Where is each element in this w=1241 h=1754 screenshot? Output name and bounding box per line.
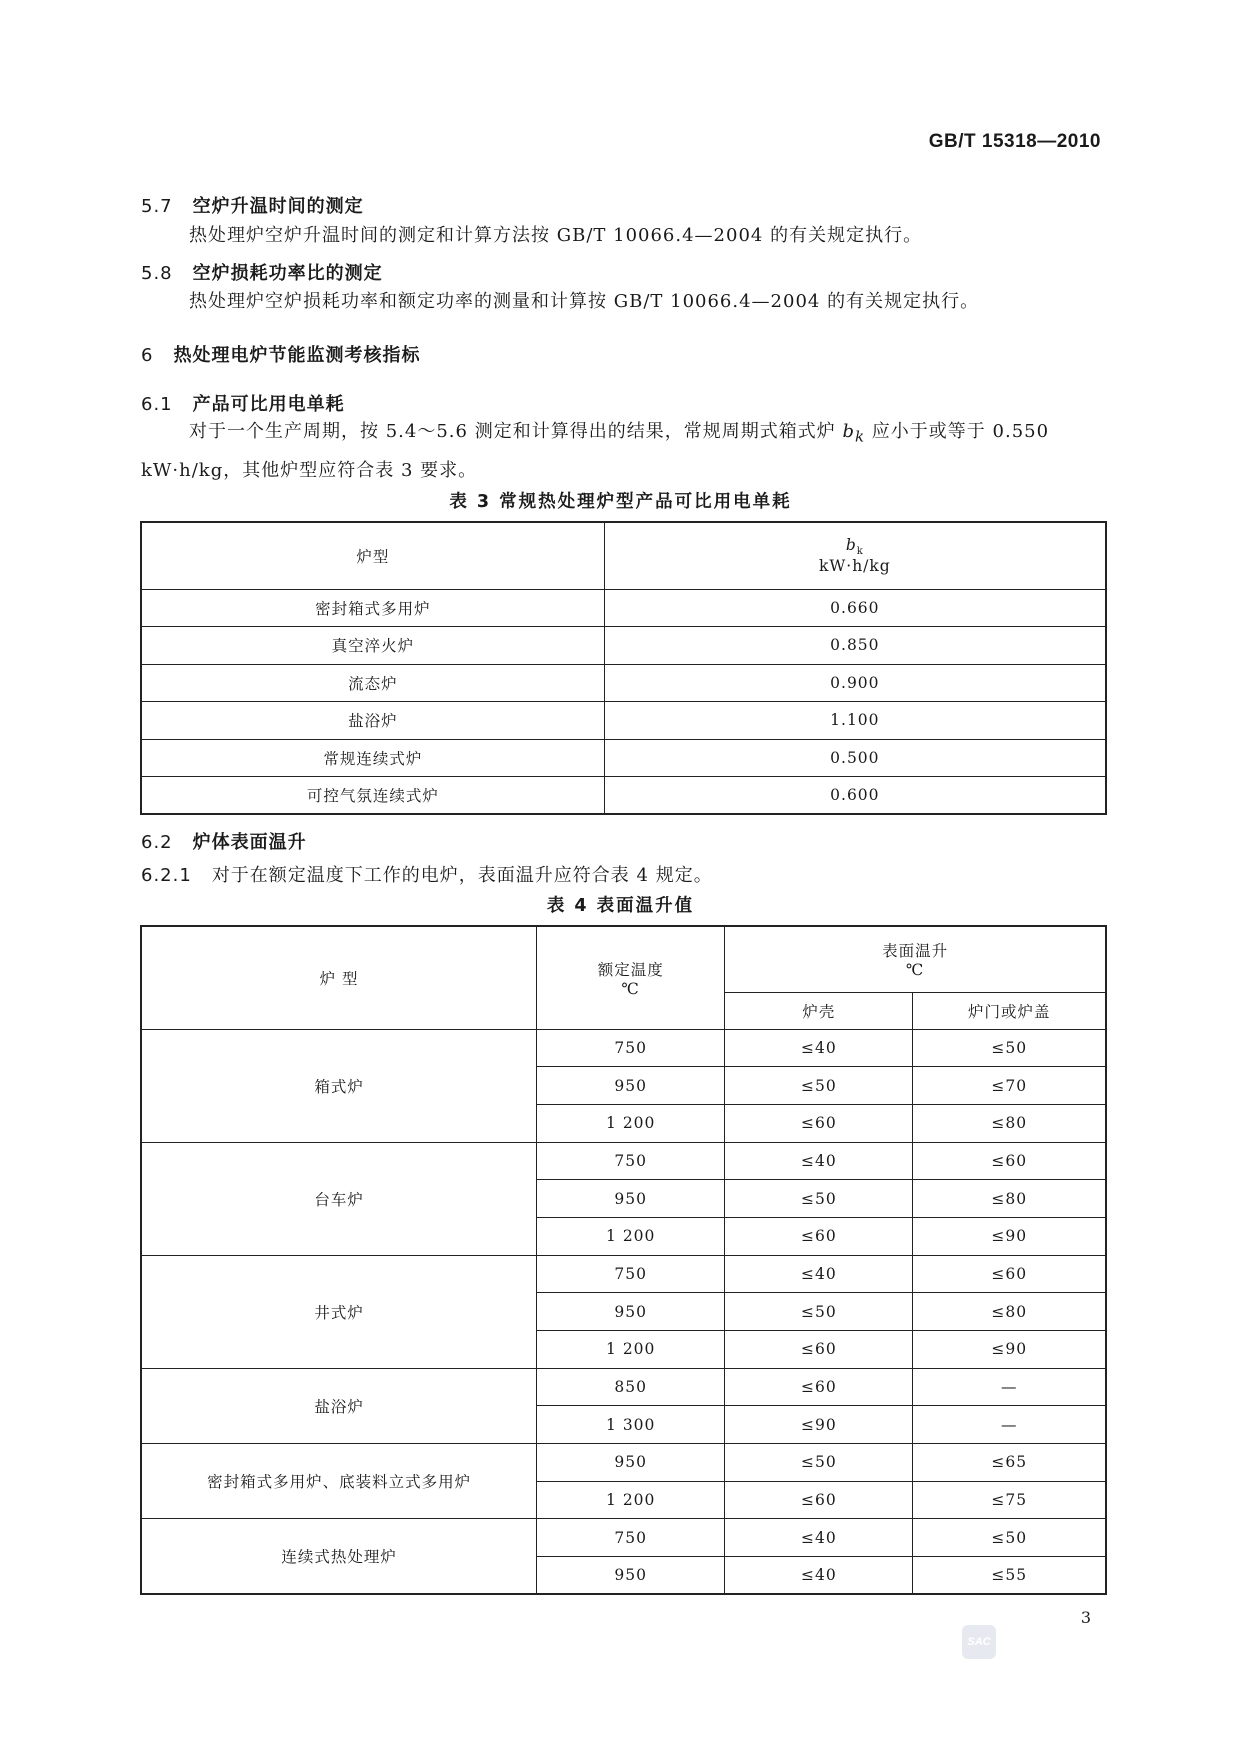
column-header-door: 炉门或炉盖 <box>913 992 1106 1029</box>
section-number: 5.7 <box>141 196 173 217</box>
shell-cell: ≤40 <box>725 1029 913 1067</box>
door-cell: — <box>913 1368 1106 1406</box>
shell-cell: ≤50 <box>725 1180 913 1218</box>
header-label: 额定温度 <box>597 960 664 979</box>
symbol-bk <box>605 536 1105 557</box>
section-body: 对于在额定温度下工作的电炉，表面温升应符合表 4 规定。 <box>211 865 713 886</box>
shell-cell: ≤60 <box>725 1331 913 1369</box>
table-4-caption: 表 4 表面温升值 <box>546 896 695 916</box>
section-5-7-body: 热处理炉空炉升温时间的测定和计算方法按 GB/T 10066.4—2004 的有关规定执行。 <box>189 225 923 246</box>
table-row <box>141 589 1106 627</box>
section-title: 空炉损耗功率比的测定 <box>192 263 383 284</box>
table-row <box>141 1368 1106 1406</box>
door-cell: ≤60 <box>913 1255 1106 1293</box>
section-number: 6.2.1 <box>141 865 192 886</box>
value-cell: 1.100 <box>604 702 1106 740</box>
temp-cell: 950 <box>537 1557 725 1595</box>
door-cell: ≤90 <box>913 1331 1106 1369</box>
shell-cell: ≤40 <box>725 1255 913 1293</box>
table-header-row <box>141 522 1106 589</box>
value-cell: 0.850 <box>604 627 1106 665</box>
temp-cell: 950 <box>537 1180 725 1218</box>
symbol-subscript: k <box>856 546 864 558</box>
shell-cell: ≤50 <box>725 1067 913 1105</box>
page-number: 3 <box>1080 1608 1091 1627</box>
section-6-heading <box>141 341 420 367</box>
shell-cell: ≤40 <box>725 1142 913 1180</box>
value-cell: 0.500 <box>604 739 1106 777</box>
table-row <box>141 1255 1106 1293</box>
value-cell: 0.600 <box>604 777 1106 815</box>
furnace-type-cell: 密封箱式多用炉、底装料立式多用炉 <box>141 1444 537 1519</box>
table-row <box>141 1029 1106 1067</box>
table-3 <box>140 521 1107 815</box>
table-row <box>141 739 1106 777</box>
symbol-letter: b <box>842 421 855 442</box>
furnace-type-cell: 井式炉 <box>141 1255 537 1368</box>
section-6-1-heading <box>141 390 345 416</box>
section-5-8-body: 热处理炉空炉损耗功率和额定功率的测量和计算按 GB/T 10066.4—2004 的有关规定执行。 <box>189 291 980 312</box>
furnace-type-cell: 连续式热处理炉 <box>141 1519 537 1594</box>
shell-cell: ≤60 <box>725 1481 913 1519</box>
door-cell: ≤70 <box>913 1067 1106 1105</box>
table-row <box>141 664 1106 702</box>
section-number: 6.2 <box>141 832 173 853</box>
temp-cell: 950 <box>537 1067 725 1105</box>
temp-cell: 1 200 <box>537 1217 725 1255</box>
door-cell: ≤80 <box>913 1104 1106 1142</box>
temp-cell: 750 <box>537 1142 725 1180</box>
symbol-bk <box>842 421 866 446</box>
body-text-part1: 对于一个生产周期，按 5.4～5.6 测定和计算得出的结果，常规周期式箱式炉 <box>189 421 836 442</box>
temp-cell: 750 <box>537 1519 725 1557</box>
temp-cell: 950 <box>537 1293 725 1331</box>
shell-cell: ≤60 <box>725 1217 913 1255</box>
section-title: 热处理电炉节能监测考核指标 <box>173 345 421 366</box>
symbol-letter: b <box>845 536 857 555</box>
shell-cell: ≤90 <box>725 1406 913 1444</box>
shell-cell: ≤50 <box>725 1444 913 1482</box>
column-header-shell: 炉壳 <box>725 992 913 1029</box>
section-6-2-heading <box>141 828 307 854</box>
door-cell: ≤65 <box>913 1444 1106 1482</box>
door-cell: ≤90 <box>913 1217 1106 1255</box>
table-4 <box>140 925 1107 1595</box>
table-row <box>141 627 1106 665</box>
table-3-caption: 表 3 常规热处理炉型产品可比用电单耗 <box>449 492 792 512</box>
unit-label: kW·h/kg <box>818 557 891 576</box>
table-row <box>141 1519 1106 1557</box>
table-row <box>141 702 1106 740</box>
furnace-type-cell: 可控气氛连续式炉 <box>141 777 604 815</box>
furnace-type-cell: 盐浴炉 <box>141 702 604 740</box>
door-cell: ≤75 <box>913 1481 1106 1519</box>
symbol-subscript: k <box>854 427 866 446</box>
door-cell: — <box>913 1406 1106 1444</box>
unit-label: ℃ <box>621 979 640 998</box>
furnace-type-cell: 真空淬火炉 <box>141 627 604 665</box>
furnace-type-cell: 台车炉 <box>141 1142 537 1255</box>
table-header-row <box>141 926 1106 992</box>
shell-cell: ≤60 <box>725 1104 913 1142</box>
section-title: 空炉升温时间的测定 <box>192 196 364 217</box>
section-number: 6.1 <box>141 394 173 415</box>
furnace-type-cell: 常规连续式炉 <box>141 739 604 777</box>
header-label: 表面温升 <box>882 942 949 961</box>
column-header-surface-rise <box>725 926 1106 992</box>
section-5-8-heading <box>141 259 383 285</box>
temp-cell: 850 <box>537 1368 725 1406</box>
temp-cell: 750 <box>537 1255 725 1293</box>
section-number: 5.8 <box>141 263 173 284</box>
door-cell: ≤80 <box>913 1180 1106 1218</box>
shell-cell: ≤40 <box>725 1519 913 1557</box>
section-6-2-1 <box>141 861 713 887</box>
furnace-type-cell: 箱式炉 <box>141 1029 537 1142</box>
shell-cell: ≤60 <box>725 1368 913 1406</box>
shell-cell: ≤50 <box>725 1293 913 1331</box>
furnace-type-cell: 盐浴炉 <box>141 1368 537 1443</box>
door-cell: ≤80 <box>913 1293 1106 1331</box>
door-cell: ≤60 <box>913 1142 1106 1180</box>
sac-watermark-logo: SAC <box>962 1625 996 1659</box>
door-cell: ≤50 <box>913 1519 1106 1557</box>
value-cell: 0.900 <box>604 664 1106 702</box>
section-number: 6 <box>141 345 154 366</box>
shell-cell: ≤40 <box>725 1557 913 1595</box>
door-cell: ≤55 <box>913 1557 1106 1595</box>
unit-label: ℃ <box>905 961 925 980</box>
temp-cell: 1 200 <box>537 1104 725 1142</box>
column-header-furnace-type: 炉 型 <box>141 926 537 1029</box>
standard-code: GB/T 15318—2010 <box>928 131 1101 152</box>
temp-cell: 1 200 <box>537 1331 725 1369</box>
table-row <box>141 1444 1106 1482</box>
section-title: 产品可比用电单耗 <box>192 394 345 415</box>
table-row <box>141 777 1106 815</box>
furnace-type-cell: 流态炉 <box>141 664 604 702</box>
section-title: 炉体表面温升 <box>192 832 307 853</box>
temp-cell: 750 <box>537 1029 725 1067</box>
body-text-part2: 应小于或等于 0.550 kW·h/kg，其他炉型应符合表 3 要求。 <box>141 421 1050 481</box>
section-5-7-heading <box>141 192 364 218</box>
value-cell: 0.660 <box>604 589 1106 627</box>
column-header-bk <box>604 522 1106 589</box>
table-row <box>141 1142 1106 1180</box>
furnace-type-cell: 密封箱式多用炉 <box>141 589 604 627</box>
door-cell: ≤50 <box>913 1029 1106 1067</box>
temp-cell: 1 300 <box>537 1406 725 1444</box>
column-header-furnace-type: 炉型 <box>141 522 604 589</box>
section-6-1-body <box>141 415 1101 488</box>
column-header-rated-temp <box>537 926 725 1029</box>
temp-cell: 1 200 <box>537 1481 725 1519</box>
temp-cell: 950 <box>537 1444 725 1482</box>
